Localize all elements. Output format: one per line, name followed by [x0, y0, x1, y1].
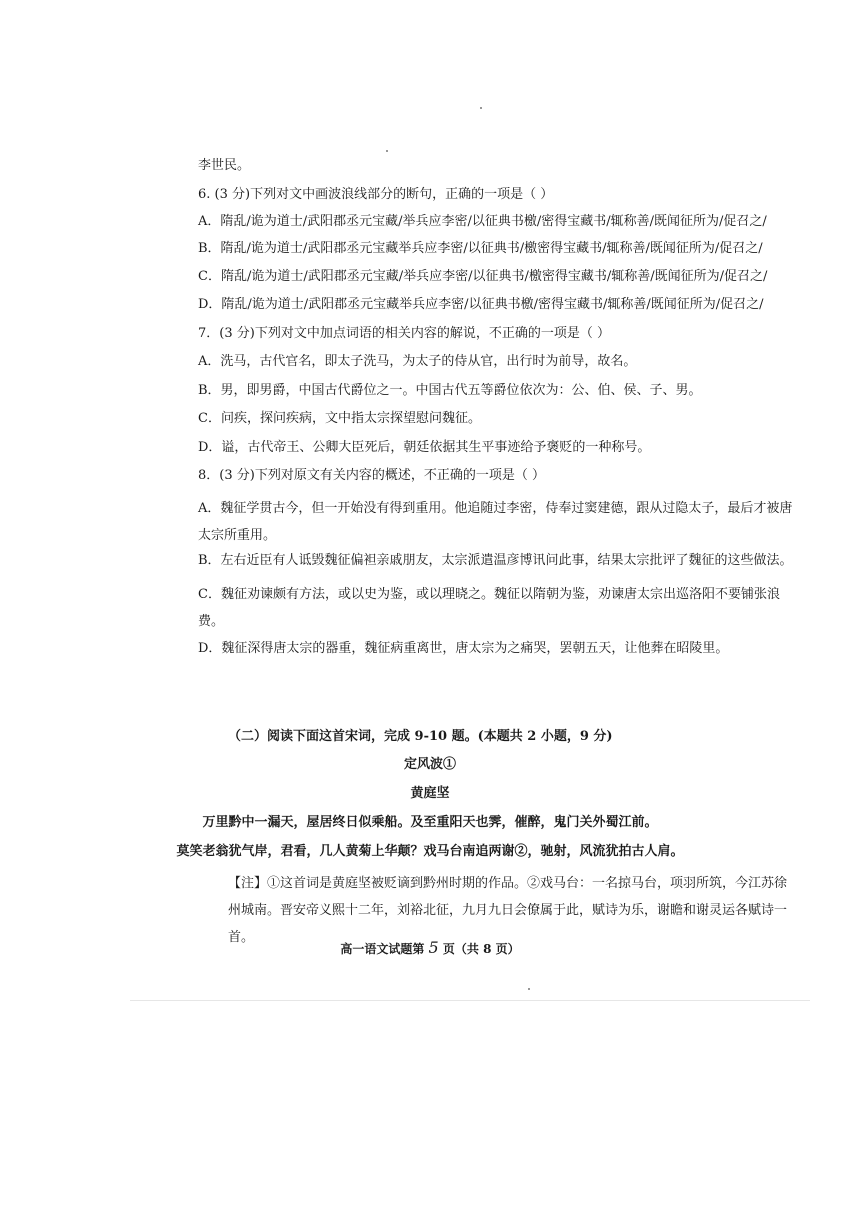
question-7-option-b: B．男，即男爵，中国古代爵位之一。中国古代五等爵位依次为：公、伯、侯、子、男。: [198, 383, 702, 398]
question-7-stem: 7．(3 分)下列对文中加点词语的相关内容的解说，不正确的一项是（ ）: [198, 326, 610, 341]
question-8-option-a: A．魏征学贯古今，但一开始没有得到重用。他追随过李密，侍奉过窦建德，跟从过隐太子，最后才被唐太宗所重用。: [198, 501, 793, 543]
poem-author: 黄庭坚: [410, 786, 450, 801]
question-8-option-c: C．魏征劝谏颇有方法，或以史为鉴，或以理晓之。魏征以隋朝为鉴，劝谏唐太宗出巡洛阳不要铺张浪费。: [198, 587, 780, 629]
question-6-option-c: C．隋乱/诡为道士/武阳郡丞元宝藏/举兵应李密/以征典书/檄密得宝藏书/辄称善/既闻征所为/促召之/: [198, 269, 768, 284]
page-footer: [0, 938, 860, 957]
scan-speck: [480, 107, 482, 109]
poem-line-1: 万里黔中一漏天，屋居终日似乘船。及至重阳天也霁，催醉，鬼门关外蜀江前。: [202, 815, 658, 830]
question-6-stem: 6. (3 分)下列对文中画波浪线部分的断句，正确的一项是（ ）: [198, 187, 554, 202]
question-7-option-a: A．洗马，古代官名，即太子洗马，为太子的侍从官，出行时为前导，故名。: [198, 354, 637, 369]
question-8-stem: 8．(3 分)下列对原文有关内容的概述，不正确的一项是（ ）: [198, 468, 545, 483]
question-8-option-b: B．左右近臣有人诋毁魏征偏袒亲戚朋友，太宗派遣温彦博讯问此事，结果太宗批评了魏征的这些做法。: [198, 553, 793, 568]
question-8-option-d: D．魏征深得唐太宗的器重，魏征病重离世，唐太宗为之痛哭，罢朝五天，让他葬在昭陵里。: [198, 641, 729, 656]
question-6-option-a: A．隋乱/诡为道士/武阳郡丞元宝藏/举兵应李密/以征典书檄/密得宝藏书/辄称善/既闻征所为/促召之/: [198, 214, 767, 229]
scan-edge-line: [130, 1000, 810, 1001]
footer-prefix: 高一语文试题第: [340, 942, 425, 956]
question-6-option-b: B．隋乱/诡为道士/武阳郡丞元宝藏举兵应李密/以征典书/檄密得宝藏书/辄称善/既闻征所为/促召之/: [198, 241, 763, 256]
top-fragment: 李世民。: [198, 158, 251, 173]
scan-speck: [386, 150, 388, 152]
question-6-option-d: D．隋乱/诡为道士/武阳郡丞元宝藏举兵应李密/以征典书檄/密得宝藏书/辄称善/既闻征所为/促召之/: [198, 297, 764, 312]
poem-line-2: 莫笑老翁犹气岸，君看，几人黄菊上华颠？戏马台南追两谢②，驰射，风流犹拍古人肩。: [176, 844, 684, 859]
question-7-option-c: C．问疾，探问疾病，文中指太宗探望慰问魏征。: [198, 411, 481, 426]
section-2-heading: （二）阅读下面这首宋词，完成 9-10 题。(本题共 2 小题，9 分): [228, 729, 613, 744]
footer-page-number: 5: [428, 938, 439, 957]
poem-title: 定风波①: [403, 757, 456, 772]
question-7-option-d: D．谥，古代帝王、公卿大臣死后，朝廷依据其生平事迹给予褒贬的一种称号。: [198, 440, 651, 455]
poem-note: 【注】①这首词是黄庭坚被贬谪到黔州时期的作品。②戏马台：一名掠马台，项羽所筑，今江苏徐州城南。晋安帝义熙十二年，刘裕北征，九月九日会僚属于此，赋诗为乐，谢瞻和谢灵运各赋诗一首。: [228, 876, 788, 945]
scan-speck: [528, 988, 530, 990]
footer-suffix: 页（共 8 页）: [442, 942, 520, 956]
